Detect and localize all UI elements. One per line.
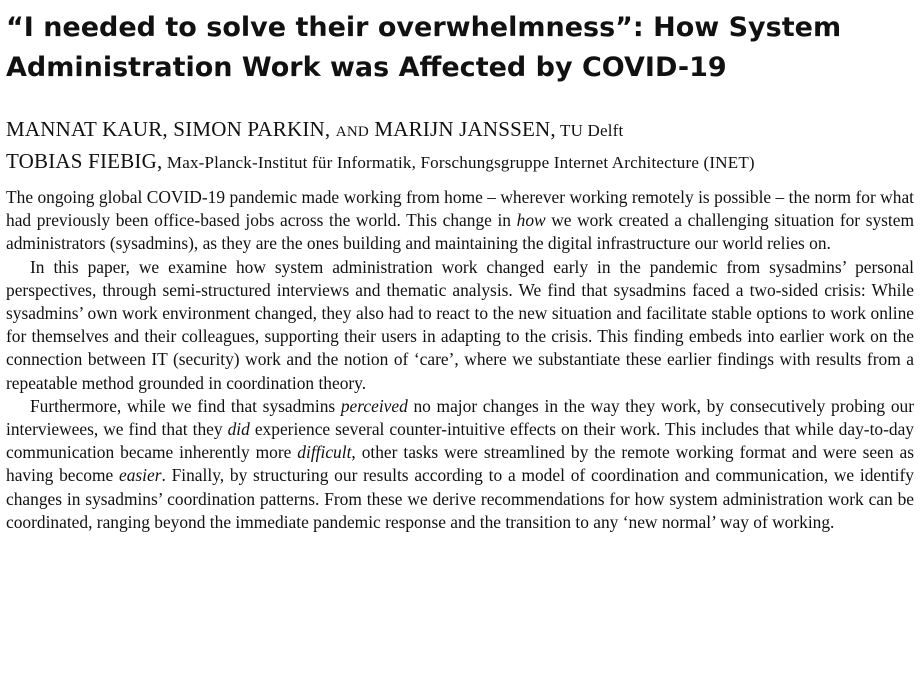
emphasis: did [227, 419, 250, 440]
abstract-paragraph-3: Furthermore, while we find that sysadmins perceived no major changes in the way they work, by consecutively probing our interviewees, we find that they did experience several counter-intuitive effects on their work. This includes that while day-to-day communication became inherently more difficult, other tasks were streamlined by the remote working format and were seen as having become easier. Finally, by structuring our results according to a model of coordination and communication, we identify changes in sysadmins’ coordination patterns. From these we derive recommendations for how system administration work can be coordinated, ranging beyond the immediate pandemic response and the transition to any ‘new normal’ way of working. [6, 395, 914, 532]
author-block [6, 114, 914, 178]
title-line-1: “I needed to solve their overwhelmness”: How System [6, 12, 842, 43]
author-line-1 [6, 114, 914, 146]
emphasis: how [516, 210, 546, 231]
author-names: TOBIAS FIEBIG, [6, 149, 163, 173]
author-line-2 [6, 146, 914, 178]
emphasis: difficult [297, 442, 352, 463]
author-names: MANNAT KAUR, SIMON PARKIN, and MARIJN JANSSEN, [6, 117, 556, 141]
abstract-paragraph-1: The ongoing global COVID-19 pandemic made working from home – wherever working remotely is possible – the norm for what had previously been office-based jobs across the world. This change in how we work created a challenging situation for system administrators (sysadmins), as they are the ones building and maintaining the digital infrastructure our world relies on. [6, 187, 915, 254]
abstract [6, 186, 914, 534]
paper-title [6, 8, 914, 88]
author-affiliation: Max-Planck-Institut für Informatik, Forschungsgruppe Internet Architecture (INET) [162, 153, 755, 172]
emphasis: perceived [340, 395, 408, 416]
emphasis: easier [118, 465, 162, 486]
author-affiliation: TU Delft [555, 121, 624, 140]
abstract-paragraph-2: In this paper, we examine how system administration work changed early in the pandemic from sysadmins’ personal perspectives, through semi-structured interviews and thematic analysis. We find that sysadmins faced a two-sided crisis: While sysadmins’ own work environment changed, they also had to react to the new situation and facilitate stable options to work online for themselves and their colleagues, supporting their users in adapting to the crisis. This finding embeds into earlier work on the connection between IT (security) work and the notion of ‘care’, where we substantiate these earlier findings with results from a repeatable method grounded in coordination theory. [6, 256, 914, 393]
title-line-2: Administration Work was Affected by COVID-19 [6, 52, 727, 83]
